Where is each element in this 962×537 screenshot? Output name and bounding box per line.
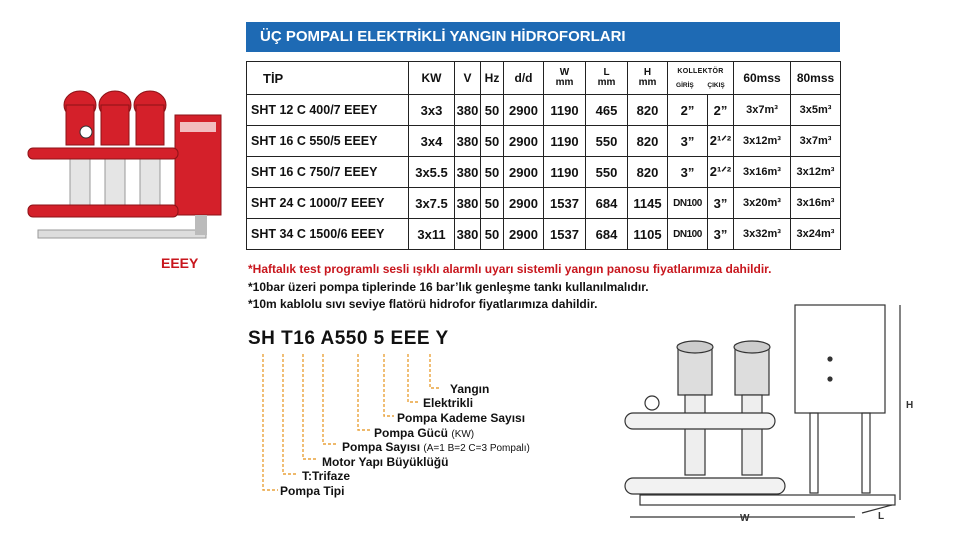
cell-hz: 50 [481, 188, 504, 219]
header-dd: d/d [504, 62, 544, 95]
cell-kw: 3x3 [409, 95, 455, 126]
cell-w: 1537 [544, 188, 586, 219]
legend-trifaze: T:Trifaze [302, 469, 351, 483]
cell-h: 820 [628, 157, 668, 188]
cell-kw: 3x5.5 [409, 157, 455, 188]
cell-kw: 3x7.5 [409, 188, 455, 219]
cell-giris: DN100 [668, 188, 708, 219]
dim-l-label: L [878, 511, 885, 522]
dim-w-label: W [740, 513, 750, 524]
pump-product-photo [20, 80, 230, 255]
cell-dd: 2900 [504, 188, 544, 219]
cell-h: 820 [628, 126, 668, 157]
cell-v: 380 [455, 157, 481, 188]
cell-giris: 2” [668, 95, 708, 126]
cell-l: 684 [586, 188, 628, 219]
cell-l: 550 [586, 157, 628, 188]
cell-w: 1190 [544, 126, 586, 157]
cell-hz: 50 [481, 157, 504, 188]
cell-w: 1537 [544, 219, 586, 250]
cell-dd: 2900 [504, 219, 544, 250]
legend-kademe: Pompa Kademe Sayısı [397, 411, 526, 425]
cell-model: SHT 16 C 750/7 EEEY [247, 157, 409, 188]
header-h: H mm [628, 62, 668, 95]
cell-mss60: 3x16m³ [734, 157, 791, 188]
header-kw: KW [409, 62, 455, 95]
cell-v: 380 [455, 219, 481, 250]
cell-mss60: 3x7m³ [734, 95, 791, 126]
cell-model: SHT 16 C 550/5 EEEY [247, 126, 409, 157]
table-row [247, 219, 841, 250]
cell-w: 1190 [544, 95, 586, 126]
header-60mss: 60mss [734, 62, 791, 95]
product-label: EEEY [161, 255, 199, 271]
cell-mss80: 3x24m³ [791, 219, 841, 250]
note-alarm-panel: *Haftalık test programlı sesli ışıklı alarmlı uyarı sistemli yangın panosu fiyatlarımıza dahildir. [248, 262, 772, 276]
table-title-bar [246, 22, 840, 52]
header-v: V [455, 62, 481, 95]
cell-v: 380 [455, 95, 481, 126]
model-code-example: SH T16 A550 5 EEE Y [248, 328, 449, 349]
table-header-row [247, 62, 841, 95]
cell-mss80: 3x16m³ [791, 188, 841, 219]
note-expansion-tank: *10bar üzeri pompa tiplerinde 16 bar’lık genleşme tankı kullanılmalıdır. [248, 280, 649, 294]
legend-yangin: Yangın [450, 382, 490, 396]
cell-mss60: 3x32m³ [734, 219, 791, 250]
legend-elektrikli: Elektrikli [423, 396, 474, 410]
cell-dd: 2900 [504, 95, 544, 126]
cell-l: 684 [586, 219, 628, 250]
dim-h-label: H [906, 400, 914, 411]
technical-drawing [600, 295, 930, 527]
legend-pompa-tipi: Pompa Tipi [280, 484, 345, 498]
cell-giris: DN100 [668, 219, 708, 250]
cell-mss80: 3x5m³ [791, 95, 841, 126]
table-row [247, 126, 841, 157]
cell-w: 1190 [544, 157, 586, 188]
note-float-switch: *10m kablolu sıvı seviye flatörü hidrofor fiyatlarımıza dahildir. [248, 297, 598, 311]
header-tip: TİP [247, 62, 409, 95]
header-kollektor: KOLLEKTÖR GİRİŞ ÇIKIŞ [668, 62, 734, 95]
cell-giris: 3” [668, 157, 708, 188]
cell-cikis: 3” [708, 188, 734, 219]
legend-pompa-sayisi: Pompa Sayısı (A=1 B=2 C=3 Pompalı) [342, 440, 530, 454]
cell-l: 550 [586, 126, 628, 157]
cell-dd: 2900 [504, 157, 544, 188]
cell-hz: 50 [481, 126, 504, 157]
cell-giris: 3” [668, 126, 708, 157]
cell-hz: 50 [481, 219, 504, 250]
header-w: W mm [544, 62, 586, 95]
legend-pompa-gucu: Pompa Gücü (KW) [374, 426, 475, 440]
cell-h: 1105 [628, 219, 668, 250]
cell-hz: 50 [481, 95, 504, 126]
header-l: L mm [586, 62, 628, 95]
cell-model: SHT 12 C 400/7 EEEY [247, 95, 409, 126]
legend-motor-yapi: Motor Yapı Büyüklüğü [322, 455, 449, 469]
table-row [247, 157, 841, 188]
cell-v: 380 [455, 188, 481, 219]
header-80mss: 80mss [791, 62, 841, 95]
cell-cikis: 3” [708, 219, 734, 250]
header-hz: Hz [481, 62, 504, 95]
cell-l: 465 [586, 95, 628, 126]
cell-cikis: 2¹ᐟ² [708, 126, 734, 157]
cell-dd: 2900 [504, 126, 544, 157]
cell-h: 820 [628, 95, 668, 126]
table-title: ÜÇ POMPALI ELEKTRİKLİ YANGIN HİDROFORLARI [260, 28, 626, 45]
cell-h: 1145 [628, 188, 668, 219]
cell-cikis: 2” [708, 95, 734, 126]
cell-model: SHT 24 C 1000/7 EEEY [247, 188, 409, 219]
cell-cikis: 2¹ᐟ² [708, 157, 734, 188]
table-row [247, 95, 841, 126]
cell-mss80: 3x12m³ [791, 157, 841, 188]
table-row [247, 188, 841, 219]
cell-mss60: 3x20m³ [734, 188, 791, 219]
cell-model: SHT 34 C 1500/6 EEEY [247, 219, 409, 250]
cell-mss60: 3x12m³ [734, 126, 791, 157]
cell-kw: 3x11 [409, 219, 455, 250]
cell-mss80: 3x7m³ [791, 126, 841, 157]
cell-v: 380 [455, 126, 481, 157]
spec-table [246, 61, 841, 250]
cell-kw: 3x4 [409, 126, 455, 157]
